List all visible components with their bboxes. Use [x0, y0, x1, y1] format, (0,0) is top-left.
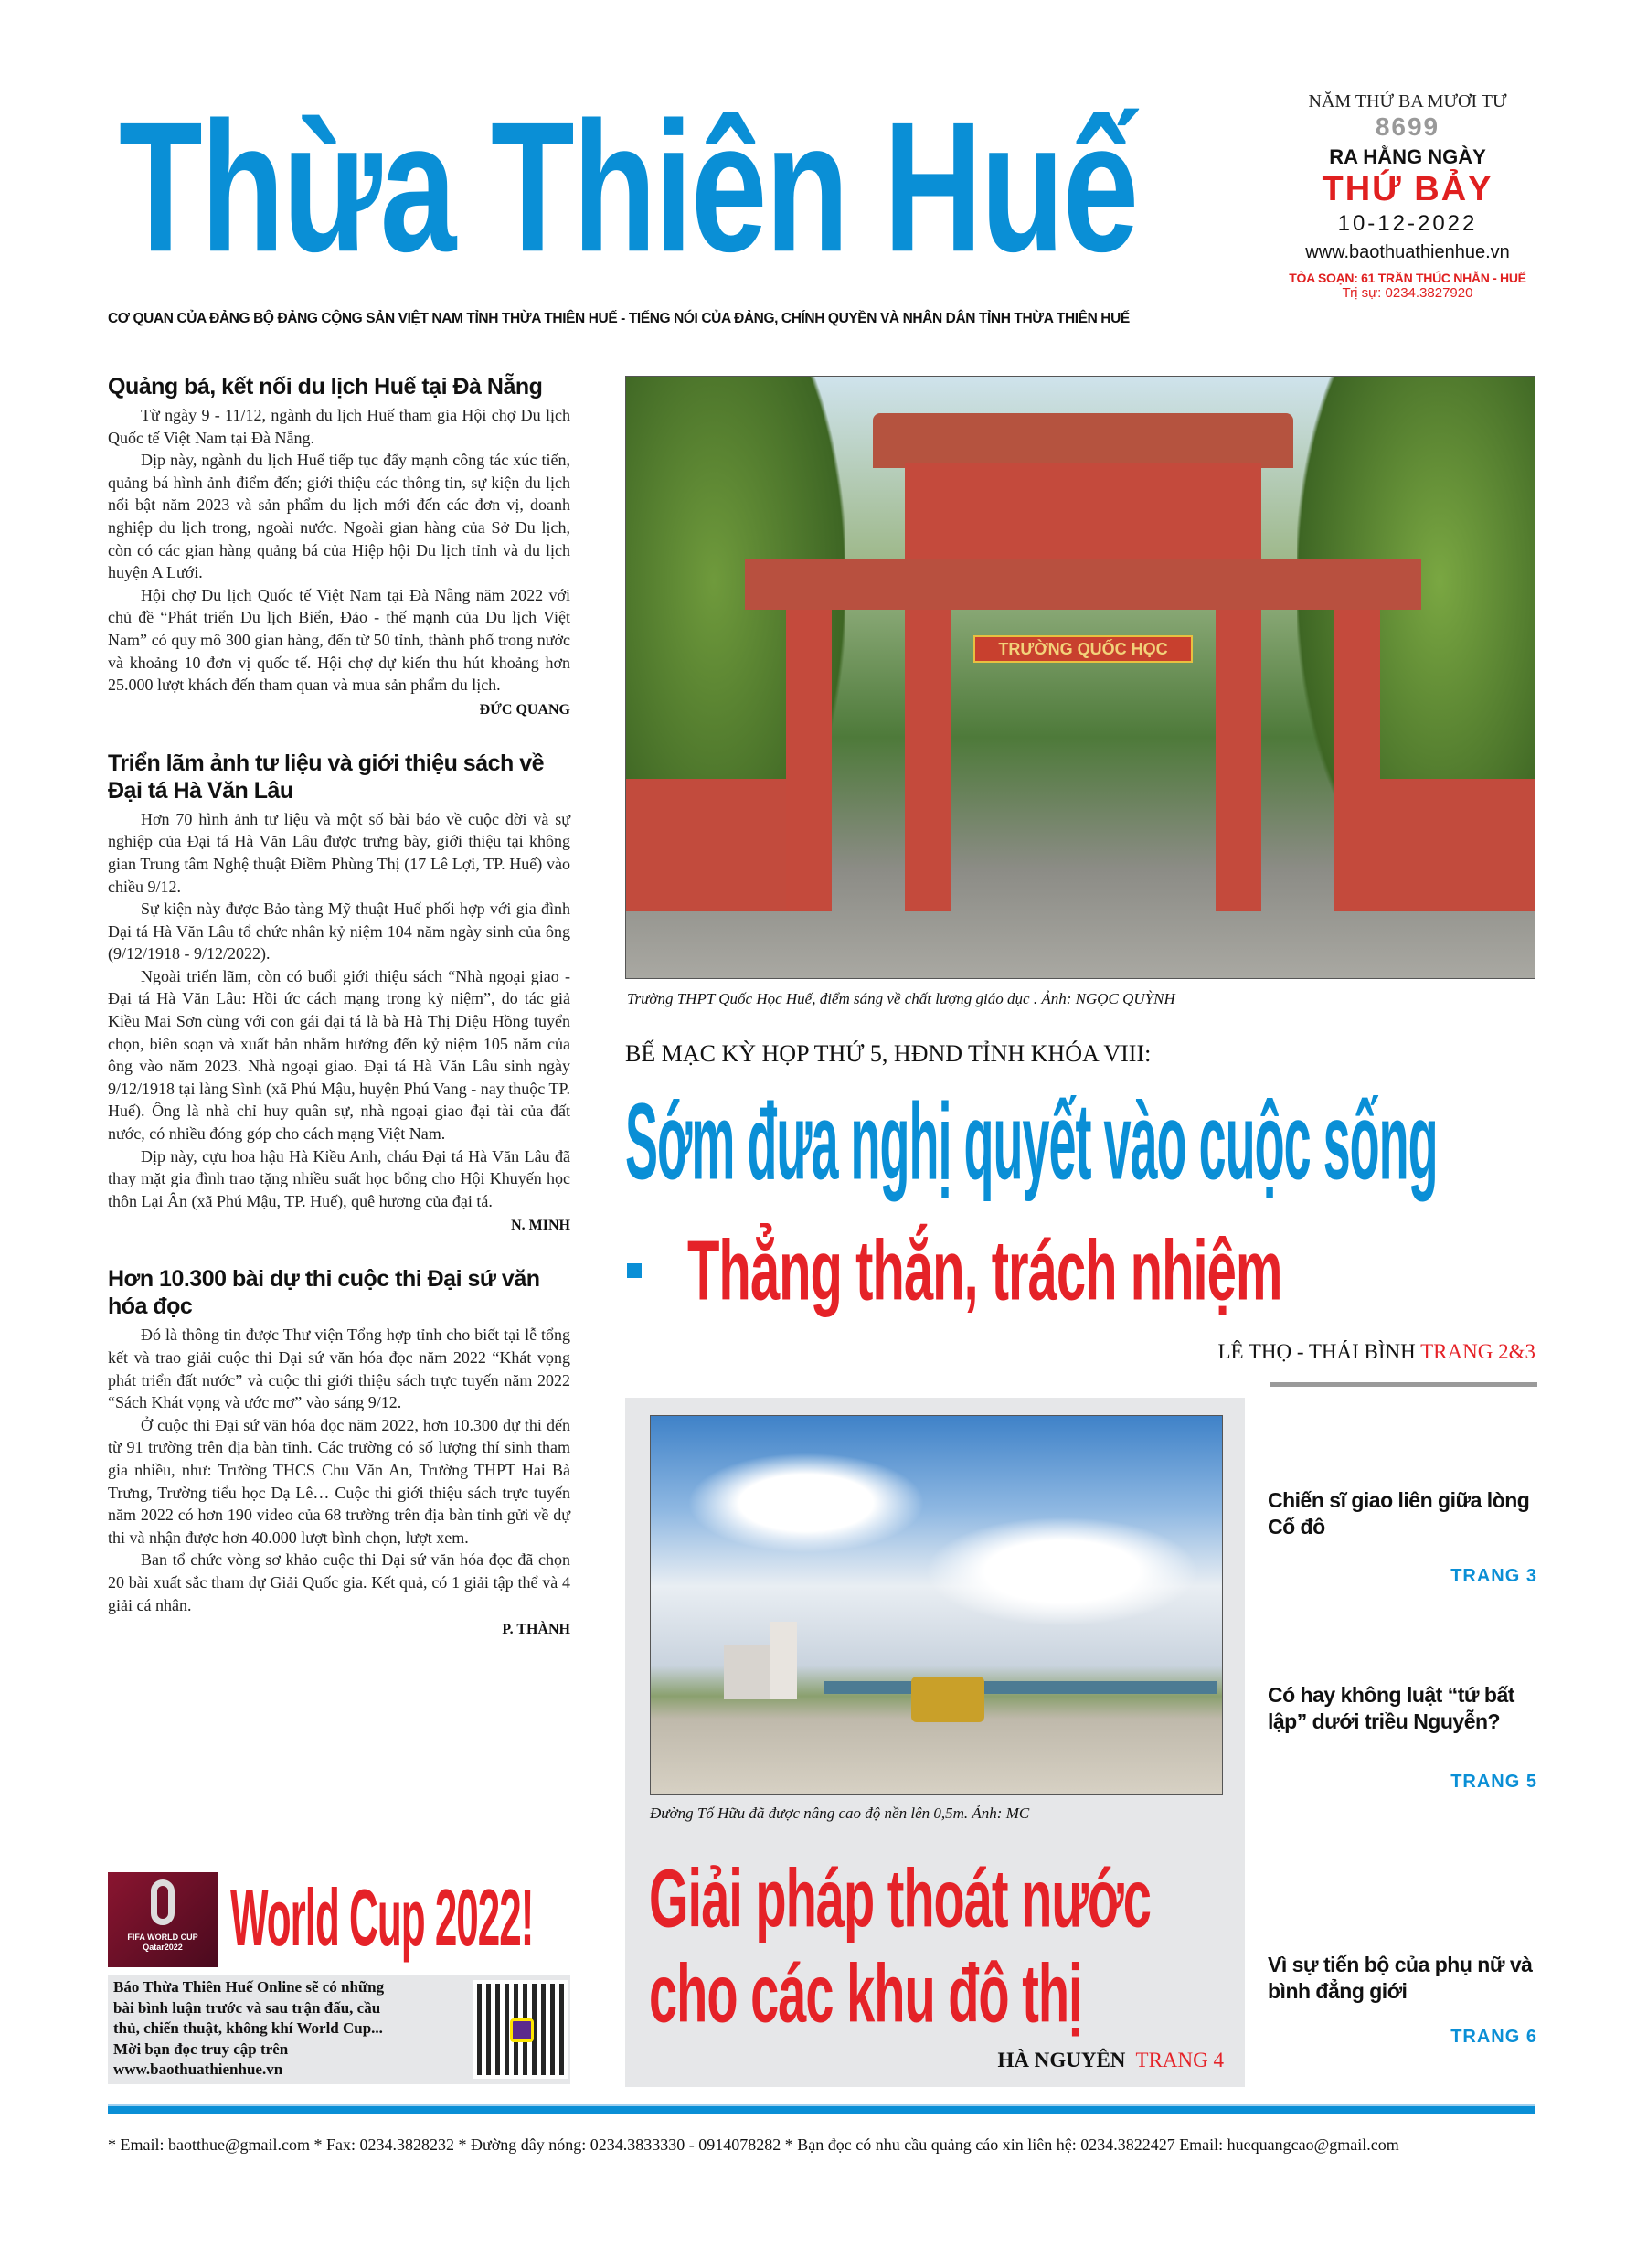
promo-line: Báo Thừa Thiên Huế Online sẽ có những — [113, 1978, 385, 1996]
lead-photo — [625, 376, 1535, 979]
paragraph: Sự kiện này được Bảo tàng Mỹ thuật Huế phối hợp với gia đình Đại tá Hà Văn Lâu tổ chức nhân kỷ niệm 104 năm ngày sinh của ông (9/12/1918 - 9/12/2022). — [108, 900, 570, 964]
promo-link[interactable]: www.baothuathienhue.vn — [113, 2060, 283, 2078]
promo-line: Mời bạn đọc truy cập trên — [113, 2039, 289, 2058]
article-author: ĐỨC QUANG — [479, 701, 570, 718]
school-sign: TRƯỜNG QUỐC HỌC — [973, 635, 1193, 663]
paragraph: Ban tổ chức vòng sơ khảo cuộc thi Đại sứ văn hóa đọc đã chọn 20 bài xuất sắc tham dự Giải Quốc gia. Kết quả, có 1 giải tập thể và 4 giải cá nhân. — [108, 1550, 570, 1614]
lead-kicker: BẾ MẠC KỲ HỌP THỨ 5, HĐND TỈNH KHÓA VIII: — [625, 1040, 1152, 1067]
lead-subheadline[interactable]: Thẳng thắn, trách nhiệm — [687, 1223, 1282, 1319]
article-headline[interactable]: Hơn 10.300 bài dự thi cuộc thi Đại sứ văn hóa đọc — [108, 1266, 540, 1320]
issue-info — [1275, 91, 1540, 301]
teaser-page-ref[interactable]: TRANG 3 — [1450, 1566, 1537, 1586]
divider — [1270, 1382, 1537, 1387]
issue-number: 8699 — [1375, 112, 1440, 141]
feature-photo — [650, 1415, 1223, 1795]
trophy-emblem-icon — [151, 1879, 175, 1925]
tagline: CƠ QUAN CỦA ĐẢNG BỘ ĐẢNG CỘNG SẢN VIỆT NAM TỈNH THỪA THIÊN HUẾ - TIẾNG NÓI CỦA ĐẢNG, CHÍNH QUYỀN VÀ NHÂN DÂN TỈNH THỪA THIÊN HUẾ — [108, 311, 1130, 326]
worldcup-promo[interactable] — [108, 1872, 570, 2087]
teaser-1[interactable] — [1268, 1487, 1542, 1587]
article-author: P. THÀNH — [502, 1622, 570, 1638]
article-body — [108, 404, 570, 697]
paragraph: Từ ngày 9 - 11/12, ngành du lịch Huế tham gia Hội chợ Du lịch Quốc tế Việt Nam tại Đà Nẵng. — [108, 406, 570, 447]
article-headline[interactable]: Triển lãm ảnh tư liệu và giới thiệu sách về Đại tá Hà Văn Lâu — [108, 750, 545, 804]
feature-box — [625, 1398, 1245, 2087]
worldcup-logo — [108, 1872, 218, 1967]
paragraph: Hơn 70 hình ảnh tư liệu và một số bài báo về cuộc đời và sự nghiệp của Đại tá Hà Văn Lâu được trưng bày, giới thiệu tại không gian Trung tâm Nghệ thuật Điềm Phùng Thị (17 Lê Lợi, TP. Huế) vào chiều 9/12. — [108, 809, 570, 896]
teaser-2[interactable] — [1268, 1682, 1542, 1793]
feature-byline — [858, 2049, 1224, 2072]
article-body — [108, 808, 570, 1213]
worldcup-title: World Cup 2022! — [230, 1874, 534, 1964]
left-column — [108, 373, 570, 1638]
article-author: N. MINH — [511, 1218, 570, 1234]
paragraph: Dịp này, cựu hoa hậu Hà Kiều Anh, cháu Đại tá Hà Văn Lâu đã thay mặt gia đình trao tặng nhiều suất học bổng cho Hội Khuyến học thôn Lại Ân (xã Phú Mậu, TP. Huế), quê hương của đại tá. — [108, 1146, 570, 1210]
article-1[interactable] — [108, 373, 570, 719]
lead-byline — [1079, 1340, 1535, 1364]
teaser-title[interactable]: Có hay không luật “tứ bất lập” dưới triều Nguyễn? — [1268, 1683, 1514, 1733]
paragraph: Hội chợ Du lịch Quốc tế Việt Nam tại Đà Nẵng năm 2022 với chủ đề “Phát triển Du lịch Biển, Đảo - thế mạnh của Du lịch Việt Nam” có quy mô 300 gian hàng, đến từ 50 tỉnh, thành phố trong nước và khoảng 10 đơn vị quốc tế. Hội chợ dự kiến thu hút khoảng hơn 25.000 lượt khách đến tham quan và mua sản phẩm du lịch. — [108, 585, 570, 695]
article-2[interactable] — [108, 750, 570, 1235]
paragraph: Dịp này, ngành du lịch Huế tiếp tục đẩy mạnh công tác xúc tiến, quảng bá hình ảnh điểm đến; giới thiệu các thông tin, sự kiện du lịch nổi bật năm 2023 và sản phẩm du lịch mới đến các đơn vị, doanh nghiệp du lịch trong, ngoài nước. Ngoài gian hàng của Sở Du lịch, còn có các gian hàng quảng bá của Hiệp hội Du lịch tỉnh và du lịch huyện A Lưới. — [108, 451, 570, 582]
teaser-title[interactable]: Chiến sĩ giao liên giữa lòng Cố đô — [1268, 1488, 1530, 1539]
worldcup-logo-text: FIFA WORLD CUP Qatar2022 — [127, 1933, 198, 1952]
paragraph: Ngoài triển lãm, còn có buổi giới thiệu sách “Nhà ngoại giao - Đại tá Hà Văn Lâu: Hồi ức cách mạng trong kỷ niệm”, do tác giả Kiều Mai Sơn cùng với con gái đại tá là bà Hà Thị Diệu Hồng tuyển chọn, biên soạn và xuất bản nhằm hướng đến kỷ niệm 105 năm của ông vào năm 2023. Nhà ngoại giao. Đại tá Hà Văn Lâu sinh ngày 9/12/1918 tại làng Sình (xã Phú Mậu, huyện Phú Vang - nay thuộc TP. Huế). Ông là nhà chỉ huy quân sự, nhà ngoại giao đại tài của đất nước, có nhiều đóng góp cho cách mạng Việt Nam. — [108, 966, 570, 1144]
byline: LÊ THỌ - THÁI BÌNH — [1217, 1340, 1416, 1363]
promo-line: thủ, chiến thuật, không khí World Cup... — [113, 2019, 383, 2037]
year-line: NĂM THỨ BA MƯƠI TƯ — [1308, 91, 1507, 112]
website[interactable]: www.baothuathienhue.vn — [1305, 242, 1510, 262]
feature-photo-caption: Đường Tố Hữu đã được nâng cao độ nền lên 0,5m. Ảnh: MC — [650, 1805, 1030, 1822]
promo-line: bài bình luận trước và sau trận đấu, cầu — [113, 1998, 381, 2017]
address: TÒA SOẠN: 61 TRẦN THÚC NHẪN - HUẾ — [1289, 271, 1526, 285]
article-headline[interactable]: Quảng bá, kết nối du lịch Huế tại Đà Nẵng — [108, 374, 543, 399]
article-body — [108, 1324, 570, 1616]
lead-photo-caption: Trường THPT Quốc Học Huế, điểm sáng về chất lượng giáo dục . Ảnh: NGỌC QUỲNH — [627, 990, 1175, 1007]
footer-rule — [108, 2104, 1535, 2114]
masthead-title: Thừa Thiên Huế — [119, 82, 1137, 291]
feature-headline-line2[interactable]: cho các khu đô thị — [649, 1946, 1082, 2039]
bullet-icon — [627, 1263, 642, 1278]
footer-contact: * Email: baotthue@gmail.com * Fax: 0234.3828232 * Đường dây nóng: 0234.3833330 - 0914078282 * Bạn đọc có nhu cầu quảng cáo xin liên hệ: 0234.3822427 Email: huequangcao@gmail.com — [108, 2135, 1399, 2154]
article-3[interactable] — [108, 1265, 570, 1638]
qr-code-icon[interactable] — [473, 1980, 568, 2079]
teaser-page-ref[interactable]: TRANG 6 — [1450, 2027, 1537, 2047]
feature-headline-line1[interactable]: Giải pháp thoát nước — [649, 1851, 1151, 1944]
date: 10-12-2022 — [1337, 211, 1478, 236]
teaser-page-ref[interactable]: TRANG 5 — [1450, 1772, 1537, 1792]
worldcup-text-box — [108, 1975, 570, 2084]
paragraph: Ở cuộc thi Đại sứ văn hóa đọc năm 2022, hơn 10.300 dự thi đến từ 91 trường trên địa bàn tỉnh. Các trường có số lượng thí sinh tham gia nhiều, như: Trường THCS Chu Văn An, Trường THPT Hai Bà Trưng, Trường tiểu học Dạ Lê… Cuộc thi giới thiệu sách trực tuyến năm 2022 có hơn 190 video của 68 trường trên địa bàn tỉnh gửi về dự thi và nhận được hơn 40.000 lượt bình chọn, lượt xem. — [108, 1415, 570, 1547]
phone: Trị sự: 0234.3827920 — [1342, 285, 1473, 301]
lead-headline[interactable]: Sớm đưa nghị quyết vào cuộc sống — [625, 1082, 1438, 1203]
weekday: THỨ BẢY — [1322, 170, 1493, 208]
page-ref[interactable]: TRANG 2&3 — [1420, 1340, 1535, 1363]
teaser-3[interactable] — [1268, 1952, 1542, 2048]
teaser-title[interactable]: Vì sự tiến bộ của phụ nữ và bình đẳng giới — [1268, 1953, 1533, 2003]
page-ref[interactable]: TRANG 4 — [1135, 2049, 1224, 2071]
frequency: RA HẰNG NGÀY — [1329, 145, 1486, 168]
paragraph: Đó là thông tin được Thư viện Tổng hợp tỉnh cho biết tại lễ tổng kết và trao giải cuộc thi Đại sứ văn hóa đọc năm 2022 “Khát vọng phát triển đất nước” và cuộc thi giới thiệu sách trực tuyến năm 2022 “Sách Khát vọng và ước mơ” vào sáng 9/12. — [108, 1326, 570, 1412]
byline: HÀ NGUYÊN — [997, 2049, 1126, 2071]
